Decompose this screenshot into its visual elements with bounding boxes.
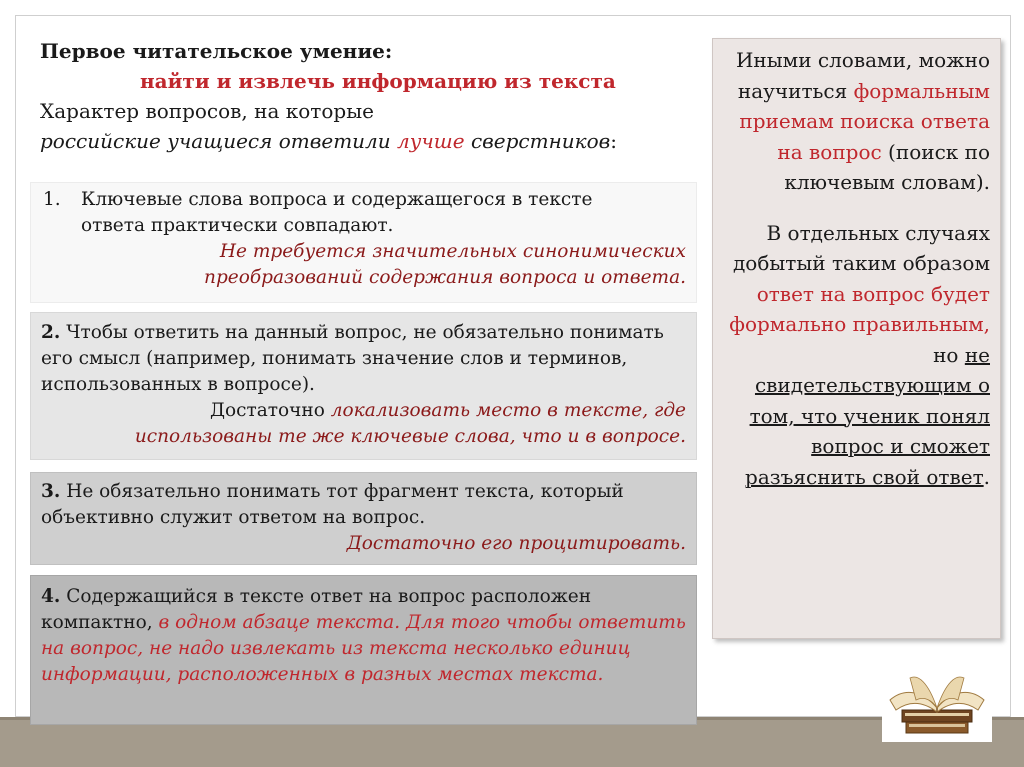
item-4-box	[30, 575, 697, 725]
heading-line3: Характер вопросов, на которые	[40, 99, 374, 123]
item-2-number: 2.	[41, 322, 61, 343]
item-1-box	[30, 182, 697, 303]
item-1-number: 1.	[43, 189, 61, 210]
item-1-text-line2: ответа практически совпадают.	[81, 215, 394, 236]
heading-line4: российские учащиеся ответили лучше сверстников:	[40, 129, 618, 153]
side-note-panel	[712, 38, 1001, 639]
heading-emphasis: лучше	[397, 129, 465, 153]
slide-heading	[40, 36, 700, 156]
item-2-text: 2. Чтобы ответить на данный вопрос, не обязательно понимать его смысл (например, понимать значение слов и терминов, использованных в вопросе).	[41, 322, 664, 395]
item-2-note-line2: использованы те же ключевые слова, что и в вопросе.	[134, 426, 686, 447]
item-3-box	[30, 472, 697, 565]
item-4-text: 4. Содержащийся в тексте ответ на вопрос расположен компактно, в одном абзаце текста. Для того чтобы ответить на вопрос, не надо извлекать из текста несколько единиц информации, расположенных в разных местах текста.	[41, 586, 686, 685]
item-1-note-line1: Не требуется значительных синонимических	[219, 241, 686, 262]
heading-title: Первое читательское умение:	[40, 39, 393, 63]
item-1-text-line1: Ключевые слова вопроса и содержащегося в тексте	[81, 189, 593, 210]
heading-subtitle: найти и извлечь информацию из текста	[140, 69, 616, 93]
item-2-box	[30, 312, 697, 460]
item-3-number: 3.	[41, 481, 61, 502]
item-4-number: 4.	[41, 586, 61, 607]
side-paragraph-2: В отдельных случаях добытый таким образом ответ на вопрос будет формально правильным, но не свидетельствующим о том, что ученик понял вопрос и сможет разъяснить свой ответ.	[729, 220, 990, 489]
item-2-note-line1: Достаточно локализовать место в тексте, где	[209, 400, 686, 421]
side-paragraph-1: Иными словами, можно научиться формальным приемам поиска ответа на вопрос (поиск по ключевым словам).	[735, 48, 990, 194]
item-4-note: в одном абзаце текста. Для того чтобы ответить на вопрос, не надо извлекать из текста несколько единиц информации, расположенных в разных местах текста.	[41, 612, 686, 685]
item-1-note-line2: преобразований содержания вопроса и ответа.	[204, 267, 686, 288]
open-books-icon	[882, 660, 992, 742]
item-3-text: 3. Не обязательно понимать тот фрагмент текста, который объективно служит ответом на вопрос.	[41, 481, 624, 528]
item-3-note: Достаточно его процитировать.	[346, 533, 686, 554]
